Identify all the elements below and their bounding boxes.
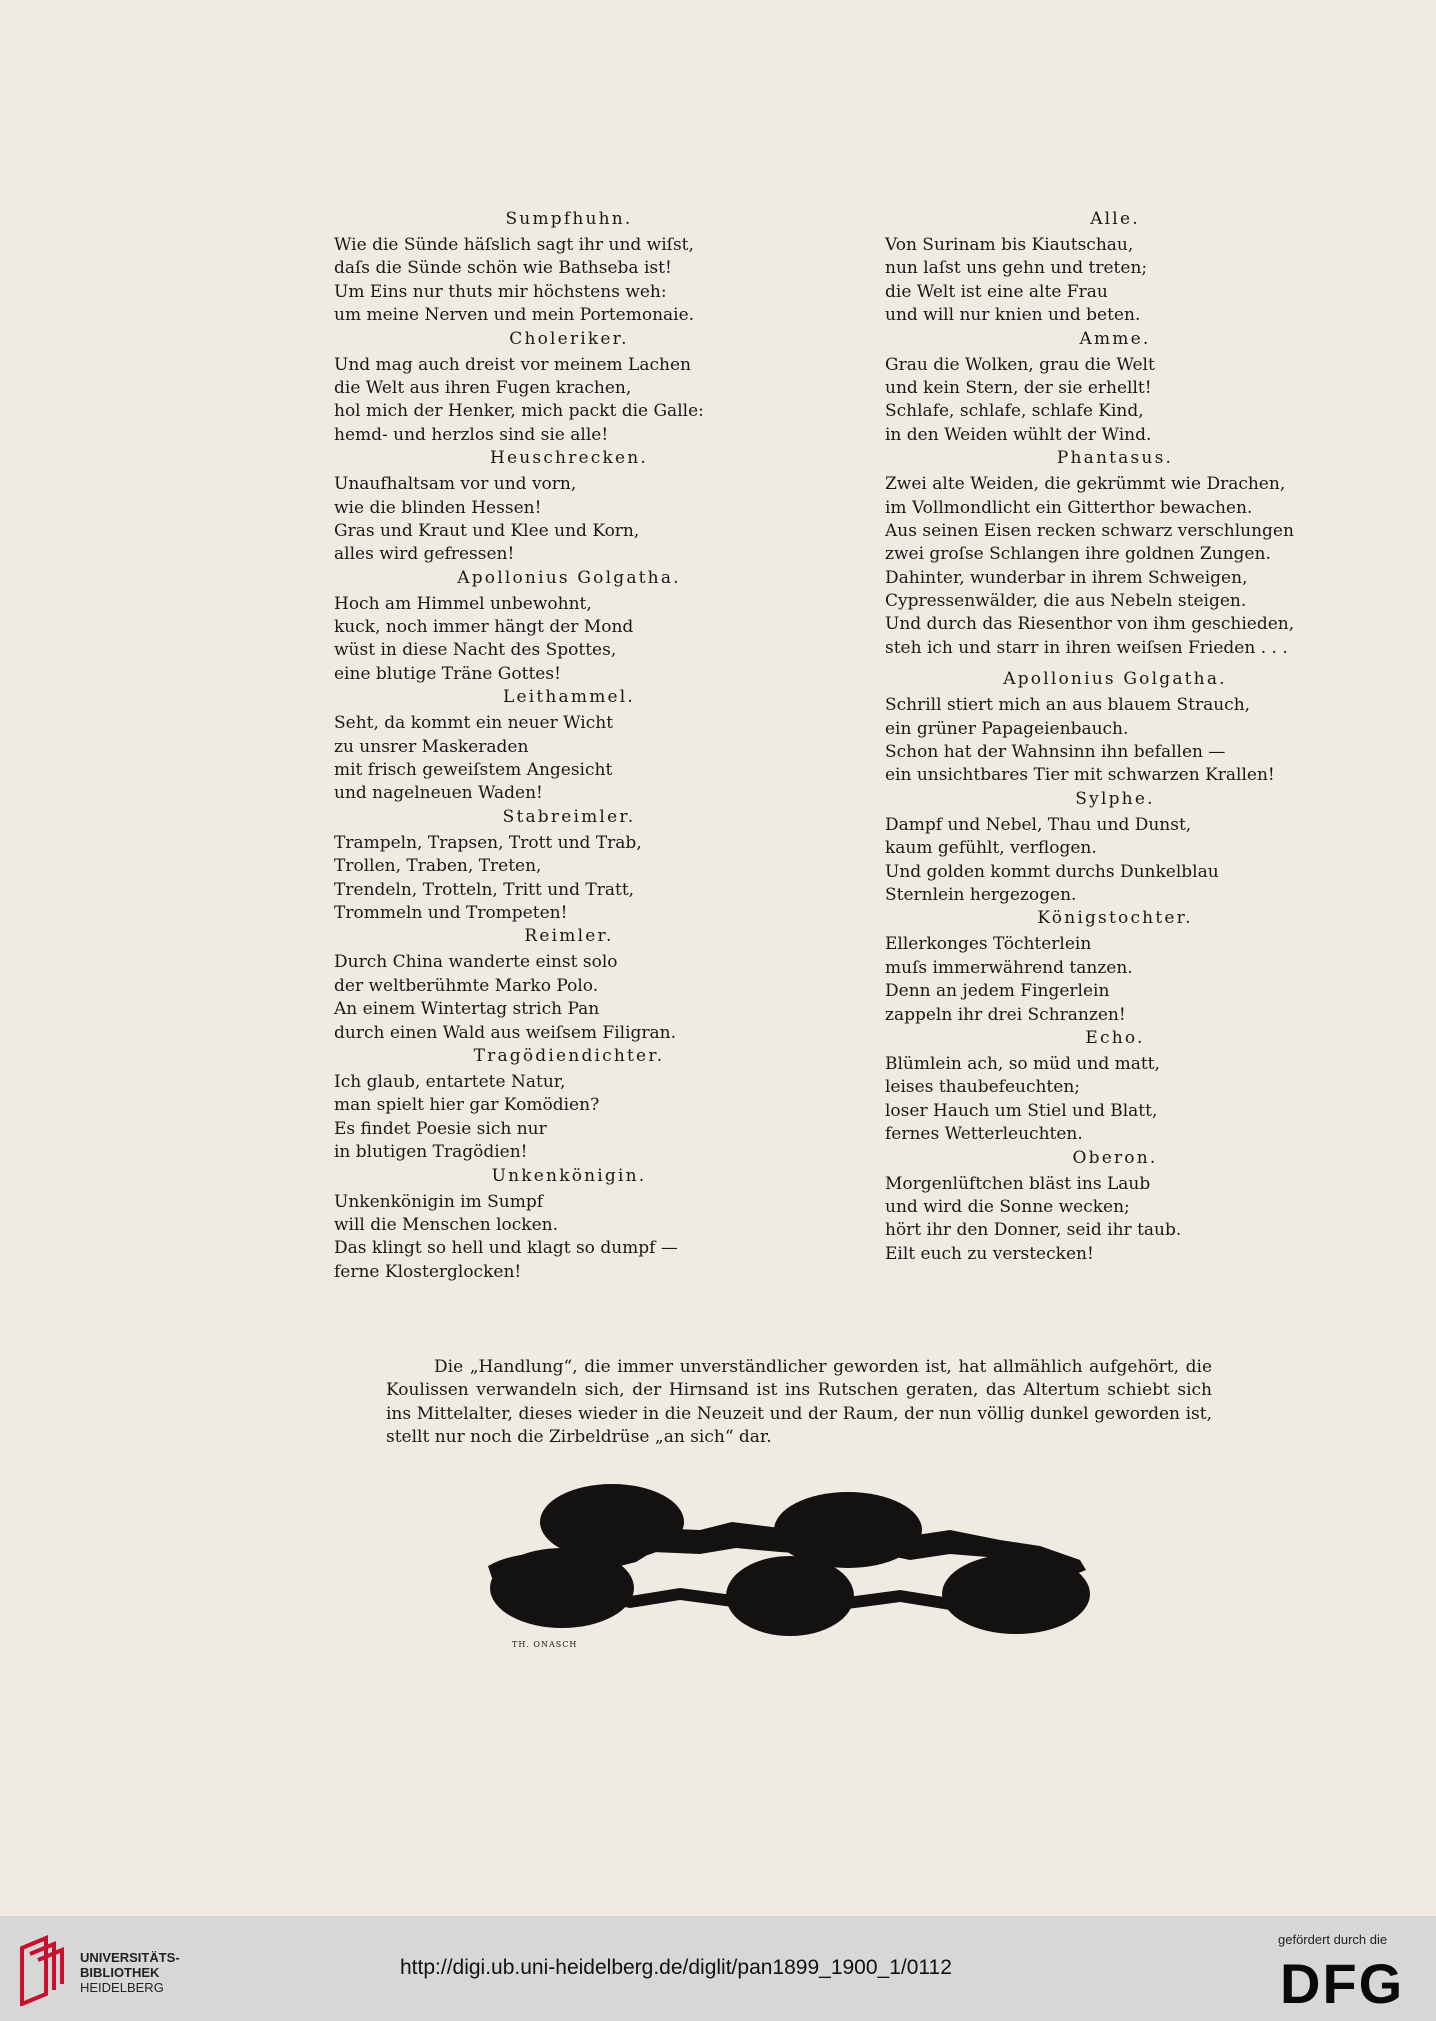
poem-line: um meine Nerven und mein Portemonaie. (334, 305, 695, 326)
poem-line: hol mich der Henker, mich packt die Galle: (334, 401, 704, 422)
poem-section (885, 907, 1345, 1027)
poem-line: Zwei alte Weiden, die gekrümmt wie Drachen, (885, 474, 1286, 495)
poem-section (885, 1027, 1345, 1147)
chained-ovals-woodcut (480, 1470, 1120, 1650)
poem-section (334, 925, 804, 1045)
poem-line: Sternlein hergezogen. (885, 884, 1077, 905)
poem-heading: Reimler. (524, 926, 614, 947)
poem-line: durch einen Wald aus weiſsem Filigran. (334, 1022, 677, 1043)
poem-line: Und mag auch dreist vor meinem Lachen (334, 354, 691, 375)
poem-line: Dahinter, wunderbar in ihrem Schweigen, (885, 567, 1248, 588)
poem-line: zu unsrer Maskeraden (334, 736, 529, 757)
poem-line: zappeln ihr drei Schranzen! (885, 1004, 1126, 1025)
poem-line: mit frisch geweiſstem Angesicht (334, 760, 613, 781)
poem-line: Von Surinam bis Kiautschau, (885, 235, 1134, 255)
poem-heading: Unkenkönigin. (491, 1165, 647, 1186)
poem-line: Dampf und Nebel, Thau und Dunst, (885, 814, 1192, 835)
poem-line: Denn an jedem Fingerlein (885, 981, 1110, 1002)
poem-line: Schrill stiert mich an aus blauem Strauch, (885, 695, 1251, 716)
poem-line: Seht, da kommt ein neuer Wicht (334, 713, 614, 734)
poem-line: Trampeln, Trapsen, Trott und Trab, (334, 832, 642, 853)
poem-line: im Vollmondlicht ein Gitterthor bewachen. (885, 497, 1253, 518)
poem-line: ein unsichtbares Tier mit schwarzen Krallen! (885, 765, 1275, 786)
poem-heading: Phantasus. (1056, 448, 1174, 469)
funding-caption: gefördert durch die (1278, 1932, 1388, 1947)
poem-heading: Sylphe. (1075, 788, 1155, 809)
poem-line: hemd- und herzlos sind sie alle! (334, 424, 609, 445)
poem-line: und wird die Sonne wecken; (885, 1196, 1130, 1217)
poem-line: Um Eins nur thuts mir höchstens weh: (334, 281, 667, 302)
poem-section (334, 1165, 804, 1285)
poem-line: wüst in diese Nacht des Spottes, (334, 640, 617, 661)
university-library-logo-icon[interactable] (16, 1934, 68, 2006)
poem-line: kaum gefühlt, verflogen. (885, 838, 1097, 859)
poem-heading: Oberon. (1072, 1147, 1158, 1168)
poem-line: Und durch das Riesenthor von ihm geschieden, (885, 614, 1295, 635)
poem-line: in den Weiden wühlt der Wind. (885, 424, 1152, 445)
poem-section (334, 806, 804, 926)
poem-section (885, 668, 1345, 788)
poem-heading: Königstochter. (1037, 908, 1193, 929)
poem-line: Gras und Kraut und Klee und Korn, (334, 520, 640, 541)
poem-line: An einem Wintertag strich Pan (334, 999, 600, 1020)
prose-paragraph: Die „Handlung“, die immer unverständlicher geworden ist, hat allmählich aufgehört, die Koulissen verwandeln sich, der Hirnsand ist ins Rutschen geraten, das Altertum schiebt sich ins Mittelalter, dieses wieder in die Neuzeit und der Raum, der nun völlig dunkel geworden ist, stellt nur noch die Zirbeldrüse „an sich“ dar. (386, 1357, 1212, 1448)
poem-line: Das klingt so hell und klagt so dumpf — (334, 1238, 678, 1259)
poem-section (885, 447, 1345, 660)
poem-heading: Amme. (1079, 328, 1151, 349)
poem-line: Eilt euch zu verstecken! (885, 1243, 1094, 1264)
poem-line: Und golden kommt durchs Dunkelblau (885, 861, 1219, 882)
university-library-name[interactable] (80, 1950, 180, 1995)
poem-line: muſs immerwährend tanzen. (885, 957, 1133, 978)
poem-line: die Welt aus ihren Fugen krachen, (334, 377, 632, 398)
poem-line: ferne Klosterglocken! (334, 1261, 522, 1282)
poem-line: Trollen, Traben, Treten, (334, 856, 542, 877)
poem-section (885, 788, 1345, 908)
poem-line: der weltberühmte Marko Polo. (334, 975, 599, 996)
artist-signature: TH. ONASCH (512, 1640, 578, 1649)
poem-section (334, 208, 804, 328)
poem-section (334, 686, 804, 806)
poem-section (885, 208, 1345, 328)
poem-heading: Alle. (1090, 209, 1140, 229)
poem-line: Schlafe, schlafe, schlafe Kind, (885, 401, 1144, 422)
poem-line: daſs die Sünde schön wie Bathseba ist! (334, 258, 672, 279)
poem-line: hört ihr den Donner, seid ihr taub. (885, 1220, 1182, 1241)
poem-heading: Leithammel. (502, 687, 636, 708)
poem-line: Aus seinen Eisen recken schwarz verschlungen (885, 520, 1294, 541)
poem-section (334, 567, 804, 687)
poem-line: will die Menschen locken. (334, 1214, 558, 1235)
poem-heading: Echo. (1085, 1027, 1145, 1048)
poem-line: eine blutige Träne Gottes! (334, 663, 561, 684)
poem-line: Trendeln, Trotteln, Tritt und Tratt, (334, 879, 635, 900)
poem-line: Schon hat der Wahnsinn ihn befallen — (885, 742, 1226, 763)
poem-line: und will nur knien und beten. (885, 305, 1141, 326)
poem-line: und kein Stern, der sie erhellt! (885, 377, 1152, 398)
poem-heading: Sumpfhuhn. (505, 209, 633, 229)
poem-line: und nagelneuen Waden! (334, 783, 543, 804)
right-poem-column (885, 208, 1345, 1266)
poem-section (334, 447, 804, 567)
footer-bar (0, 1916, 1436, 2021)
poem-line: nun laſst uns gehn und treten; (885, 258, 1148, 279)
poem-section (885, 328, 1345, 448)
library-name-line-1: UNIVERSITÄTS- (80, 1950, 180, 1965)
poem-line: Unaufhaltsam vor und vorn, (334, 474, 577, 495)
permalink-url[interactable]: http://digi.ub.uni-heidelberg.de/diglit/pan1899_1900_1/0112 (400, 1956, 952, 1979)
poem-section (885, 1147, 1345, 1267)
left-poem-column (334, 208, 804, 1284)
poem-line: Ellerkonges Töchterlein (885, 934, 1092, 955)
poem-heading: Apollonius Golgatha. (1003, 669, 1227, 690)
poem-line: man spielt hier gar Komödien? (334, 1095, 600, 1116)
poem-section (334, 1045, 804, 1165)
poem-heading: Tragödiendichter. (473, 1045, 665, 1066)
poem-line: Grau die Wolken, grau die Welt (885, 354, 1155, 375)
dfg-logo[interactable]: DFG (1280, 1952, 1405, 2015)
poem-line: die Welt ist eine alte Frau (885, 281, 1108, 302)
poem-line: Blümlein ach, so müd und matt, (885, 1053, 1160, 1074)
poem-line: Morgenlüftchen bläst ins Laub (885, 1173, 1151, 1194)
poem-line: Durch China wanderte einst solo (334, 952, 618, 973)
poem-line: Unkenkönigin im Sumpf (334, 1191, 544, 1212)
poem-heading: Choleriker. (509, 328, 629, 349)
library-name-line-2: BIBLIOTHEK (80, 1965, 160, 1980)
poem-line: loser Hauch um Stiel und Blatt, (885, 1100, 1158, 1121)
poem-line: Trommeln und Trompeten! (334, 902, 568, 923)
poem-line: ein grüner Papageienbauch. (885, 718, 1129, 739)
poem-section (334, 328, 804, 448)
poem-heading: Heuschrecken. (489, 448, 649, 469)
poem-heading: Apollonius Golgatha. (457, 567, 681, 588)
poem-line: alles wird gefressen! (334, 544, 515, 565)
poem-line: steh ich und starr in ihren weiſsen Frieden . . . (885, 637, 1288, 658)
poem-line: zwei groſse Schlangen ihre goldnen Zungen. (885, 544, 1271, 565)
poem-line: wie die blinden Hessen! (334, 497, 542, 518)
poem-line: Cypressenwälder, die aus Nebeln steigen. (885, 591, 1247, 612)
poem-line: leises thaubefeuchten; (885, 1077, 1080, 1098)
poem-heading: Stabreimler. (502, 806, 636, 827)
poem-line: fernes Wetterleuchten. (885, 1124, 1083, 1145)
poem-line: Hoch am Himmel unbewohnt, (334, 593, 592, 614)
poem-line: Ich glaub, entartete Natur, (334, 1071, 566, 1092)
poem-line: Es findet Poesie sich nur (334, 1118, 547, 1139)
poem-line: Wie die Sünde häſslich sagt ihr und wiſst, (334, 235, 694, 255)
library-name-line-3: HEIDELBERG (80, 1980, 164, 1995)
poem-line: in blutigen Tragödien! (334, 1142, 528, 1163)
poem-line: kuck, noch immer hängt der Mond (334, 617, 634, 638)
